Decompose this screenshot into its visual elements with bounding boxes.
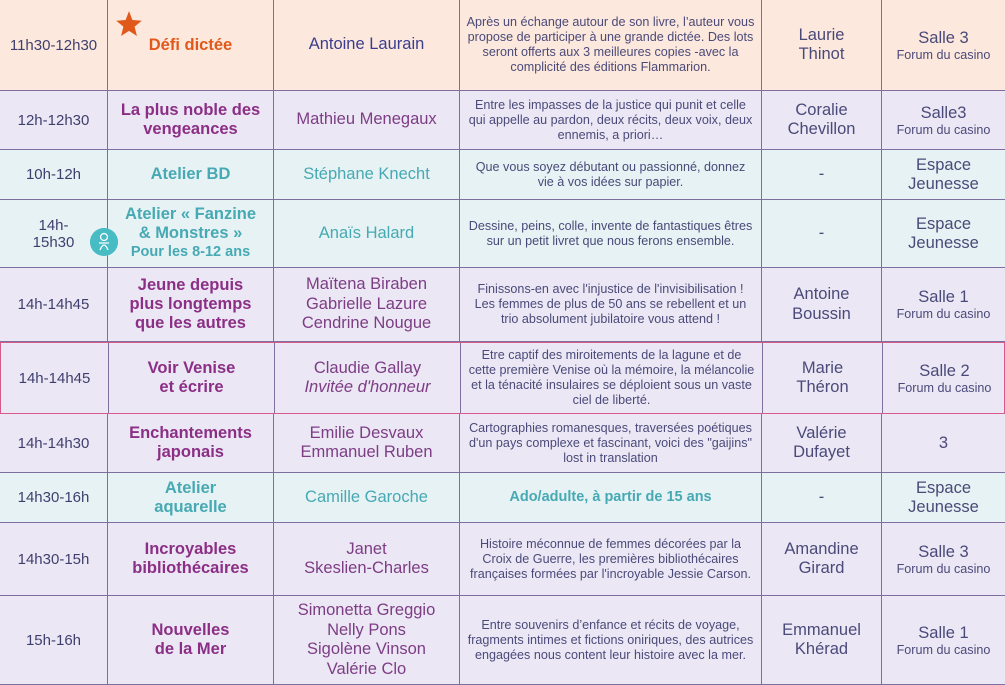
author-note: Invitée d'honneur [304, 378, 431, 396]
author-name: Camille Garoche [305, 487, 428, 506]
time-line: 15h30 [32, 233, 75, 251]
moderator-cell [761, 268, 881, 341]
author-name: Valérie Clo [326, 659, 407, 678]
time-cell: 14h-14h45 [17, 296, 90, 313]
place-name: Salle3 [920, 103, 967, 122]
moderator-line: Girard [798, 559, 845, 577]
place-name: Espace [915, 214, 972, 233]
author-cell [273, 523, 459, 595]
title-cell [107, 91, 273, 149]
event-title: Défi dictée [148, 35, 233, 54]
place-sub: Forum du casino [896, 122, 991, 137]
event-title: Jeune depuis [137, 276, 244, 294]
moderator-line: Théron [796, 378, 849, 396]
description-cell: Etre captif des miroitements de la lagune et de cette première Venise où la mémoire, la mélancolie et la ténacité insulaires se déploient sous un vaste ciel de liberté. [460, 343, 762, 413]
table-row [0, 473, 1005, 523]
moderator-cell [761, 150, 881, 199]
moderator-line: Valérie [796, 423, 847, 442]
description-cell: Entre les impasses de la justice qui punit et celle qui appelle au pardon, deux récits, deux voix, deux ennemis, a priori… [459, 91, 761, 149]
author-name: Emilie Desvaux [309, 423, 424, 442]
moderator-line: Boussin [792, 304, 851, 323]
author-cell [273, 473, 459, 522]
moderator-cell [762, 343, 882, 413]
author-name: Sigolène Vinson [307, 640, 426, 658]
moderator-line: Dufayet [793, 443, 850, 461]
author-cell [273, 91, 459, 149]
table-row [0, 596, 1005, 685]
table-row [0, 0, 1005, 91]
child-doodle-icon [90, 228, 118, 256]
author-name: Emmanuel Ruben [300, 443, 433, 461]
author-cell [273, 268, 459, 341]
title-cell [108, 343, 274, 413]
author-name: Claudie Gallay [313, 358, 422, 377]
place-sub: Forum du casino [896, 642, 991, 657]
author-name: Nelly Pons [327, 620, 406, 639]
table-row [0, 150, 1005, 200]
title-cell [107, 523, 273, 595]
place-sub: Forum du casino [896, 561, 991, 576]
event-title: Atelier [164, 478, 217, 497]
event-title: aquarelle [154, 497, 227, 516]
event-title: plus longtemps [129, 295, 252, 313]
title-cell [107, 200, 273, 267]
time-cell: 10h-12h [25, 166, 82, 183]
place-cell [881, 91, 1005, 149]
event-title: japonais [157, 443, 224, 461]
place-cell [881, 523, 1005, 595]
place-sub: Forum du casino [897, 380, 992, 395]
place-name: 3 [938, 433, 949, 452]
moderator-cell [761, 91, 881, 149]
time-cell: 15h-16h [25, 631, 82, 649]
place-cell [881, 414, 1005, 472]
moderator-line: - [818, 164, 825, 183]
author-cell [274, 343, 460, 413]
place-sub: Jeunesse [908, 233, 979, 252]
place-sub: Jeunesse [908, 497, 979, 516]
event-title: La plus noble des [120, 101, 261, 119]
event-title: Atelier « Fanzine [124, 205, 257, 223]
description-cell: Cartographies romanesques, traversées poétiques d'un pays complexe et fascinant, voici des "gaijins" lost in translation [459, 414, 761, 472]
moderator-cell [761, 414, 881, 472]
place-name: Salle 3 [918, 28, 969, 47]
event-title: Enchantements [129, 424, 252, 442]
title-cell [107, 414, 273, 472]
table-row [0, 523, 1005, 596]
event-title: Atelier BD [150, 165, 231, 183]
place-sub: Jeunesse [908, 174, 979, 193]
place-cell [881, 0, 1005, 90]
author-name: Mathieu Menegaux [296, 110, 437, 129]
moderator-cell [761, 523, 881, 595]
moderator-line: Chevillon [787, 120, 856, 138]
moderator-line: Emmanuel [782, 620, 861, 639]
moderator-cell [761, 200, 881, 267]
moderator-cell [761, 473, 881, 522]
event-title: Voir Venise [147, 359, 236, 377]
table-row [0, 268, 1005, 342]
moderator-line: Laurie [798, 25, 845, 44]
description-cell: Entre souvenirs d’enfance et récits de voyage, fragments intimes et fictions oniriques, des autrices engagées nous content leur histoire avec la mer. [459, 596, 761, 684]
place-cell [882, 343, 1005, 413]
description-cell: Après un échange autour de son livre, l’auteur vous propose de participer à une grande dictée. Des lots seront offerts aux 3 meilleures copies -avec la complicité des éditions Flammarion. [459, 0, 761, 90]
time-cell: 14h-14h30 [17, 434, 90, 452]
time-cell: 14h30-16h [17, 489, 90, 506]
event-title: vengeances [143, 120, 238, 138]
author-name: Janet [346, 539, 387, 558]
place-cell [881, 200, 1005, 267]
place-name: Salle 3 [918, 542, 969, 561]
description-cell: Dessine, peins, colle, invente de fantastiques êtres sur un petit livret que nous ferons ensemble. [459, 200, 761, 267]
moderator-line: Antoine [793, 285, 850, 303]
description-cell: Que vous soyez débutant ou passionné, donnez vie à vos idées sur papier. [459, 150, 761, 199]
place-sub: Forum du casino [896, 47, 991, 62]
event-title: de la Mer [154, 640, 227, 658]
event-title: bibliothécaires [132, 559, 249, 577]
author-name: Skeslien-Charles [304, 559, 429, 577]
author-name: Cendrine Nougue [301, 314, 432, 333]
moderator-line: - [818, 487, 825, 506]
description-cell: Histoire méconnue de femmes décorées par la Croix de Guerre, les premières bibliothécaires françaises formées par l'incroyable Jessie Carson. [459, 523, 761, 595]
event-title: et écrire [159, 378, 224, 396]
author-cell [273, 200, 459, 267]
place-sub: Forum du casino [896, 307, 991, 321]
time-cell: 12h-12h30 [17, 111, 90, 129]
event-title: Incroyables [144, 540, 237, 558]
title-cell [107, 473, 273, 522]
author-name: Maïtena Biraben [305, 275, 428, 294]
place-name: Espace [915, 155, 972, 174]
place-name: Salle 1 [918, 623, 969, 642]
author-name: Anaïs Halard [318, 223, 415, 242]
time-cell [0, 200, 107, 267]
table-row [0, 91, 1005, 150]
place-name: Espace [915, 478, 972, 497]
place-cell [881, 268, 1005, 341]
author-cell [273, 414, 459, 472]
table-row [0, 342, 1005, 414]
moderator-cell [761, 596, 881, 684]
event-title: Nouvelles [151, 621, 230, 639]
moderator-line: Thinot [798, 45, 845, 63]
time-line: 14h- [38, 216, 69, 234]
author-name: Simonetta Greggio [297, 601, 436, 619]
place-cell [881, 150, 1005, 199]
moderator-line: Amandine [784, 539, 859, 558]
moderator-line: Marie [801, 358, 844, 377]
place-name: Salle 2 [919, 361, 970, 380]
author-cell [273, 0, 459, 90]
moderator-line: Coralie [795, 100, 848, 119]
title-cell [107, 268, 273, 341]
moderator-cell [761, 0, 881, 90]
author-cell [273, 150, 459, 199]
time-cell: 11h30-12h30 [9, 36, 98, 54]
description-cell: Ado/adulte, à partir de 15 ans [459, 473, 761, 522]
author-name: Stéphane Knecht [303, 164, 430, 183]
title-cell [107, 150, 273, 199]
star-icon [115, 10, 143, 38]
author-name: Gabrielle Lazure [305, 294, 428, 313]
place-cell [881, 473, 1005, 522]
description-cell: Finissons-en avec l'injustice de l'invisibilisation ! Les femmes de plus de 50 ans se rebellent et un trio absolument jubilatoire vous attend ! [459, 268, 761, 341]
event-title: que les autres [135, 314, 246, 332]
event-title: & Monstres » [138, 224, 243, 242]
author-name: Antoine Laurain [308, 35, 425, 54]
place-name: Salle 1 [918, 288, 969, 306]
place-cell [881, 596, 1005, 684]
title-cell [107, 596, 273, 684]
table-row [0, 200, 1005, 268]
moderator-line: - [818, 223, 825, 242]
table-row [0, 414, 1005, 473]
time-cell: 14h-14h45 [18, 369, 91, 387]
time-cell: 14h30-15h [17, 550, 90, 568]
author-cell [273, 596, 459, 684]
moderator-line: Khérad [794, 640, 849, 658]
event-age: Pour les 8-12 ans [130, 244, 251, 260]
